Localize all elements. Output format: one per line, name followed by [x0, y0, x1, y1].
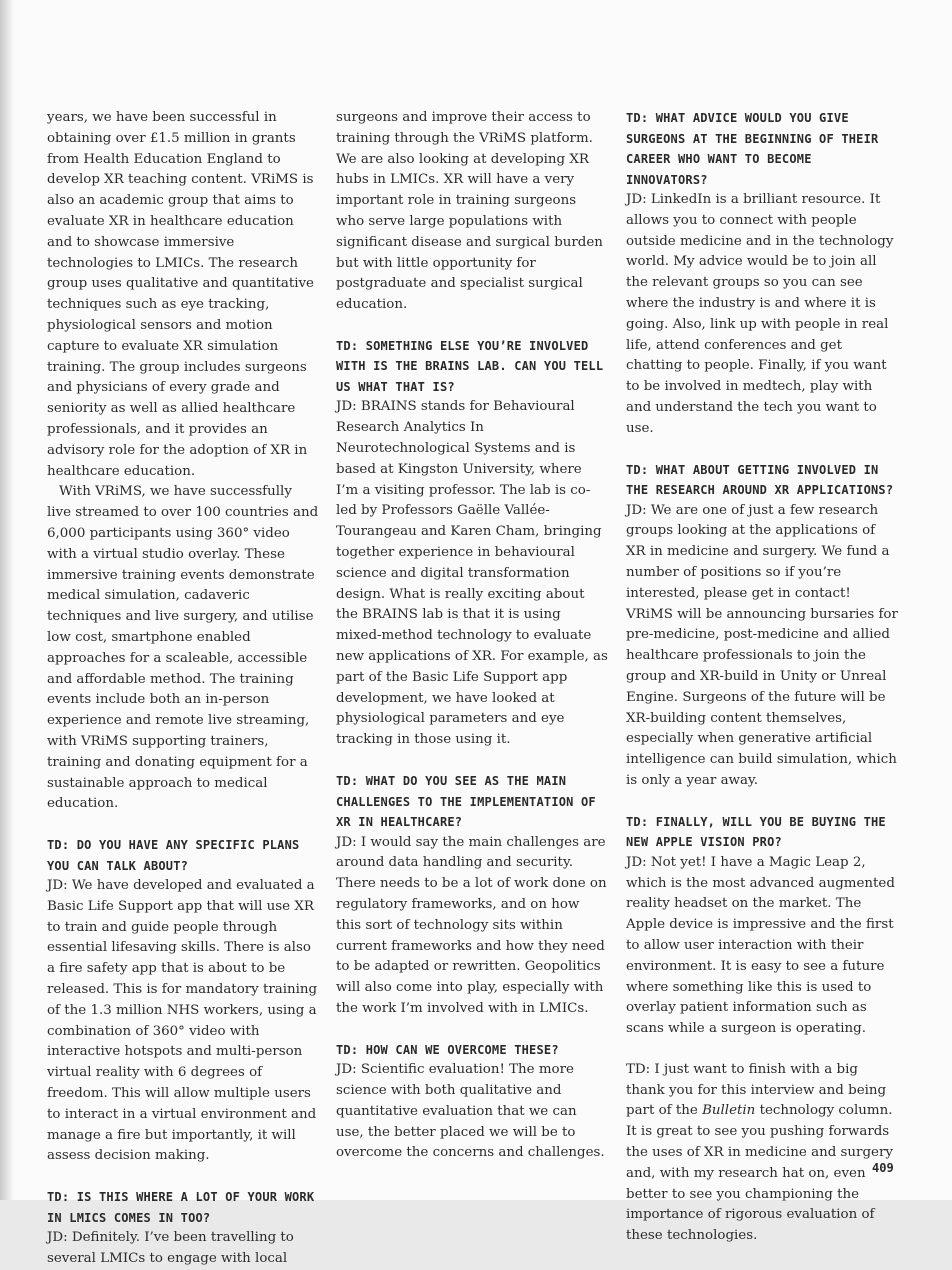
paragraph: With VRiMS, we have successfully live streamed to over 100 countries and 6,000 participants using 360° video with a virtual studio overlay. These immersive training events demonstrate medical simulation, cadaveric techniques and live surgery, and utilise low cost, smartphone enabled approaches for a scaleable, accessible and affordable method. The training events include both an in-person experience and remote live streaming, with VRiMS supporting trainers, training and donating equipment for a sustainable approach to medical education. — [47, 484, 319, 812]
answer-paragraph: JD: We are one of just a few research groups looking at the applications of XR in medicine and surgery. We fund a number of positions so if you’re interested, please get in contact! VRiMS will be announcing bursaries for pre-medicine, post-medicine and allied healthcare professionals to join the group and XR-build in Unity or Unreal Engine. Surgeons of the future will be XR-building content themselves, especially when generative artificial intelligence can build simulation, which is only a year away. — [626, 502, 898, 788]
question-heading: TD: DO YOU HAVE ANY SPECIFIC PLANS YOU CAN TALK ABOUT? — [47, 838, 300, 873]
column-2 — [336, 108, 608, 1164]
paragraph: years, we have been successful in obtaining over £1.5 million in grants from Health Education England to develop XR teaching content. VRiMS is also an academic group that aims to evaluate XR in healthcare education and to showcase immersive technologies to LMICs. The research group uses qualitative and quantitative techniques such as eye tracking, physiological sensors and motion capture to evaluate XR simulation training. The group includes surgeons and physicians of every grade and seniority as well as allied healthcare professionals, and it provides an advisory role for the adoption of XR in healthcare education. — [47, 110, 314, 479]
publication-title: Bulletin — [702, 1103, 756, 1119]
paragraph: surgeons and improve their access to training through the VRiMS platform. We are also looking at developing XR hubs in LMICs. XR will have a very important role in training surgeons who serve large populations with significant disease and surgical burden but with little opportunity for postgraduate and specialist surgical education. — [336, 110, 603, 313]
page-number: 409 — [872, 1161, 894, 1175]
question-heading: TD: HOW CAN WE OVERCOME THESE? — [336, 1042, 559, 1057]
answer-paragraph: JD: Not yet! I have a Magic Leap 2, which is the most advanced augmented reality headset on the market. The Apple device is impressive and the first to allow user interaction with their environment. It is easy to see a future where something like this is used to overlay patient information such as scans while a surgeon is operating. — [626, 854, 895, 1037]
column-1 — [47, 108, 319, 1270]
question-heading: TD: WHAT ABOUT GETTING INVOLVED IN THE RESEARCH AROUND XR APPLICATIONS? — [626, 462, 894, 498]
answer-paragraph: JD: BRAINS stands for Behavioural Research Analytics In Neurotechnological Systems and is based at Kingston University, where I’m a visiting professor. The lab is co-led by Professors Gaëlle Vallée-Tourangeau and Karen Cham, bringing together experience in behavioural science and digital transformation design. What is really exciting about the BRAINS lab is that it is using mixed-method technology to evaluate new applications of XR. For example, as part of the Basic Life Support app development, we have looked at physiological parameters and eye tracking in those using it. — [336, 399, 608, 748]
question-heading: TD: WHAT ADVICE WOULD YOU GIVE SURGEONS AT THE BEGINNING OF THEIR CAREER WHO WANT TO BECOME INNOVATORS? — [626, 111, 879, 187]
closing-text-start: TD: I just want to finish with a big thank you for this interview and being part of the — [626, 1061, 887, 1119]
column-3 — [626, 108, 898, 1247]
question-heading: TD: FINALLY, WILL YOU BE BUYING THE NEW APPLE VISION PRO? — [626, 814, 886, 850]
answer-paragraph: JD: We have developed and evaluated a Basic Life Support app that will use XR to train and guide people through essential lifesaving skills. There is also a fire safety app that is about to be released. This is for mandatory training of the 1.3 million NHS workers, using a combination of 360° video with interactive hotspots and multi-person virtual reality with 6 degrees of freedom. This will allow multiple users to interact in a virtual environment and manage a fire but importantly, it will assess decision making. — [47, 878, 318, 1164]
answer-paragraph: JD: Scientific evaluation! The more science with both qualitative and quantitative evaluation that we can use, the better placed we will be to overcome the concerns and challenges. — [336, 1062, 605, 1161]
closing-text-end: technology column. It is great to see you pushing forwards the uses of XR in medicine and surgery and, with my research hat on, even better to see you championing the importance of rigorous evaluation of these technologies. — [626, 1103, 893, 1244]
question-heading: TD: WHAT DO YOU SEE AS THE MAIN CHALLENGES TO THE IMPLEMENTATION OF XR IN HEALTHCARE? — [336, 774, 596, 830]
answer-paragraph: JD: I would say the main challenges are around data handling and security. There needs to be a lot of work done on regulatory frameworks, and on how this sort of technology sits within current frameworks and how they need to be adapted or rewritten. Geopolitics will also come into play, especially with the work I’m involved with in LMICs. — [336, 834, 607, 1016]
question-heading: TD: IS THIS WHERE A LOT OF YOUR WORK IN LMICS COMES IN TOO? — [47, 1190, 315, 1225]
answer-paragraph: JD: LinkedIn is a brilliant resource. It allows you to connect with people outside medicine and in the technology world. My advice would be to join all the relevant groups so you can see where the industry is and where it is going. Also, link up with people in real life, attend conferences and get chatting to people. Finally, if you want to be involved in medtech, play with and understand the tech you want to use. — [626, 192, 894, 436]
answer-paragraph: JD: Definitely. I’ve been travelling to several LMICs to engage with local — [47, 1230, 294, 1267]
question-heading: TD: SOMETHING ELSE YOU’RE INVOLVED WITH IS THE BRAINS LAB. CAN YOU TELL US WHAT THAT IS? — [336, 338, 604, 394]
page-gutter-shadow — [0, 0, 14, 1200]
closing-paragraph — [626, 1060, 898, 1247]
